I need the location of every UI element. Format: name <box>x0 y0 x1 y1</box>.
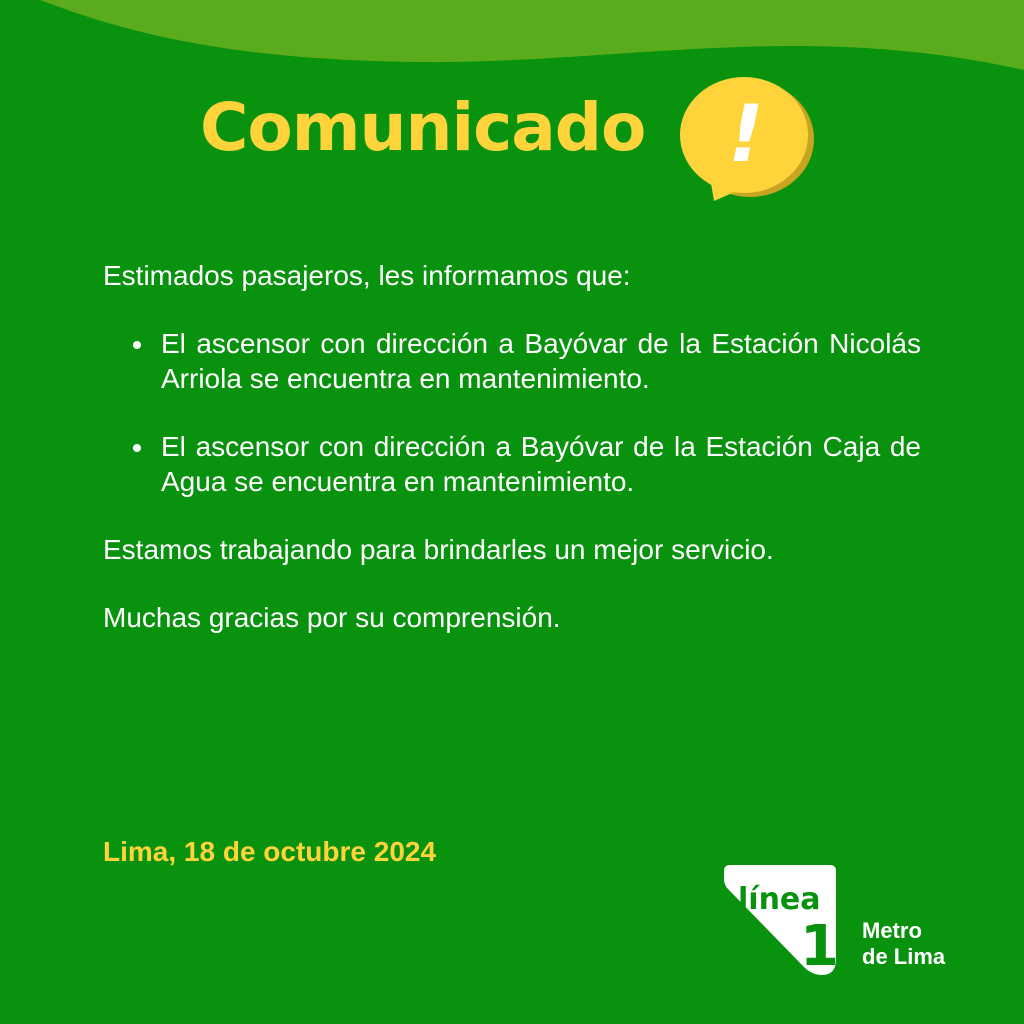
intro-text: Estimados pasajeros, les informamos que: <box>103 260 631 291</box>
exclamation-bubble-icon <box>676 77 816 205</box>
list-item: El ascensor con dirección a Bayóvar de la Estación Caja de Agua se encuentra en mantenimiento. <box>103 429 921 499</box>
logo-caption-line1: Metro <box>862 918 922 943</box>
logo-caption <box>862 918 945 970</box>
work-note-text: Estamos trabajando para brindarles un mejor servicio. <box>103 534 774 565</box>
top-wave-decoration <box>0 0 1024 80</box>
announcement-body <box>103 258 921 635</box>
thanks-text: Muchas gracias por su comprensión. <box>103 602 561 633</box>
header <box>200 89 646 166</box>
linea-1-logo <box>720 865 840 980</box>
page-title: Comunicado <box>200 89 646 166</box>
list-item: El ascensor con dirección a Bayóvar de la Estación Nicolás Arriola se encuentra en mantenimiento. <box>103 326 921 396</box>
logo-caption-line2: de Lima <box>862 944 946 969</box>
notice-list <box>103 326 921 499</box>
logo-number: 1 <box>800 914 839 979</box>
logo-word: línea <box>738 882 821 917</box>
exclamation-mark: ! <box>728 90 764 180</box>
date-text: Lima, 18 de octubre 2024 <box>103 836 437 867</box>
